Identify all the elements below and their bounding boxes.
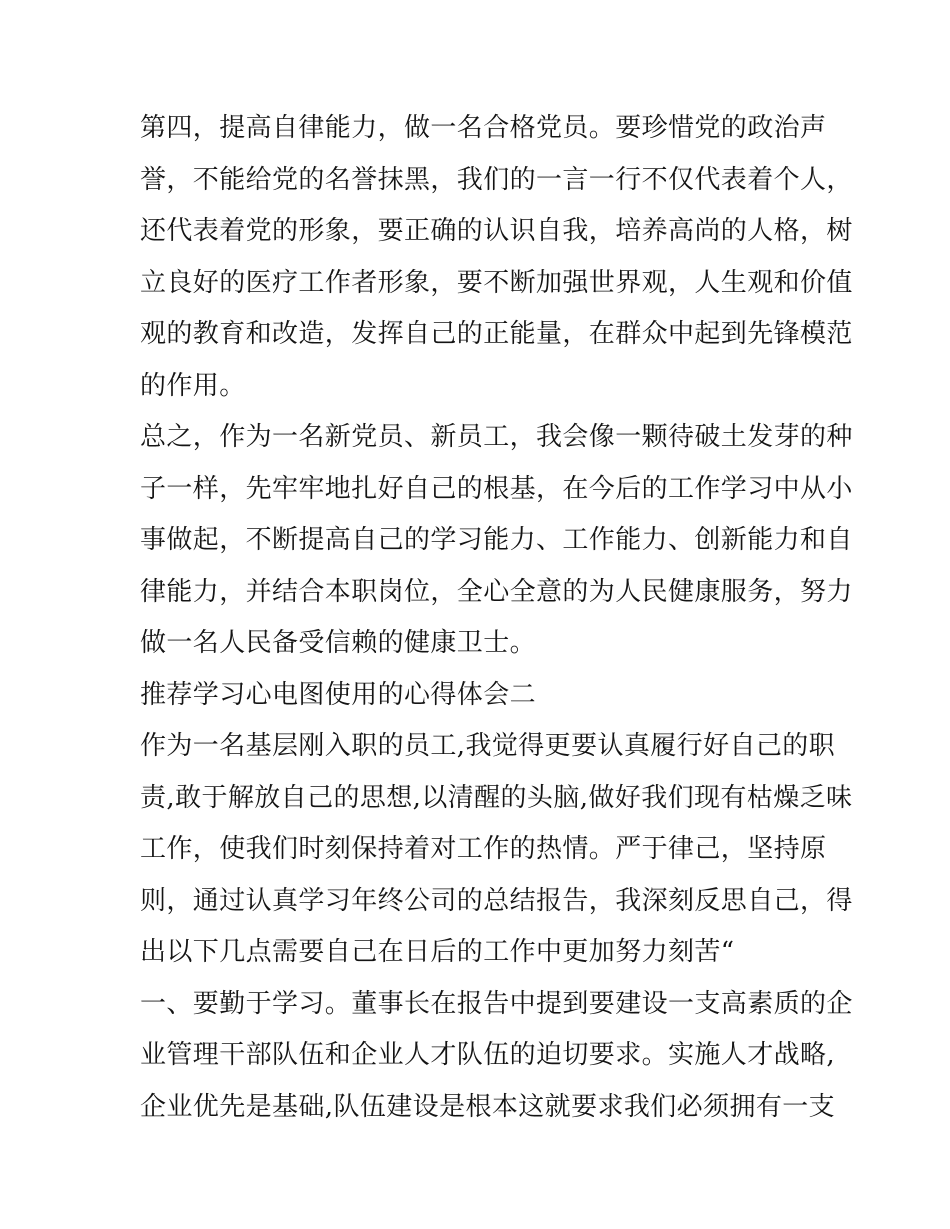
text-line: 总之，作为一名新党员、新员工，我会像一颗待破土发芽的种 [140,422,853,452]
section-heading [140,670,820,722]
heading-line: 推荐学习心电图使用的心得体会二 [140,679,537,710]
text-line: 还代表着党的形象，要正确的认识自我，培养高尚的人格，树 [140,216,853,246]
text-line: 律能力，并结合本职岗位，全心全意的为人民健康服务，努力 [140,576,853,607]
text-line: 子一样，先牢牢地扎好自己的根基，在今后的工作学习中从小 [140,473,853,504]
text-line: 企业优先是基础,队伍建设是根本这就要求我们必须拥有一支 [140,1091,836,1122]
text-line: 责,敢于解放自己的思想,以清醒的头脑,做好我们现有枯燥乏味 [140,782,853,813]
text-line: 工作，使我们时刻保持着对工作的热情。严于律己，坚持原 [140,834,827,864]
text-line: 则，通过认真学习年终公司的总结报告，我深刻反思自己，得 [140,885,853,916]
text-line: 出以下几点需要自己在日后的工作中更加努力刻苦“ [140,937,735,967]
document-body [140,103,853,1133]
text-line: 誉，不能给党的名誉抹黑，我们的一言一行不仅代表着个人， [140,164,853,195]
paragraph-point-one [140,979,853,1134]
text-line: 观的教育和改造，发挥自己的正能量，在群众中起到先锋模范 [140,319,853,349]
text-line: 立良好的医疗工作者形象，要不断加强世界观，人生观和价值 [140,267,853,298]
paragraph-intro [140,721,853,979]
text-line: 一、要勤于学习。董事长在报告中提到要建设一支高素质的企 [140,988,853,1019]
text-line: 作为一名基层刚入职的员工,我觉得更要认真履行好自己的职 [140,731,836,761]
paragraph-summary [140,412,853,670]
text-line: 做一名人民备受信赖的健康卫士。 [140,628,537,658]
text-line: 业管理干部队伍和企业人才队伍的迫切要求。实施人才战略, [140,1040,836,1070]
paragraph-discipline [140,103,853,412]
text-line: 事做起，不断提高自己的学习能力、工作能力、创新能力和自 [140,525,853,555]
text-line: 的作用。 [140,370,246,401]
text-line: 第四，提高自律能力，做一名合格党员。要珍惜党的政治声 [140,113,827,143]
